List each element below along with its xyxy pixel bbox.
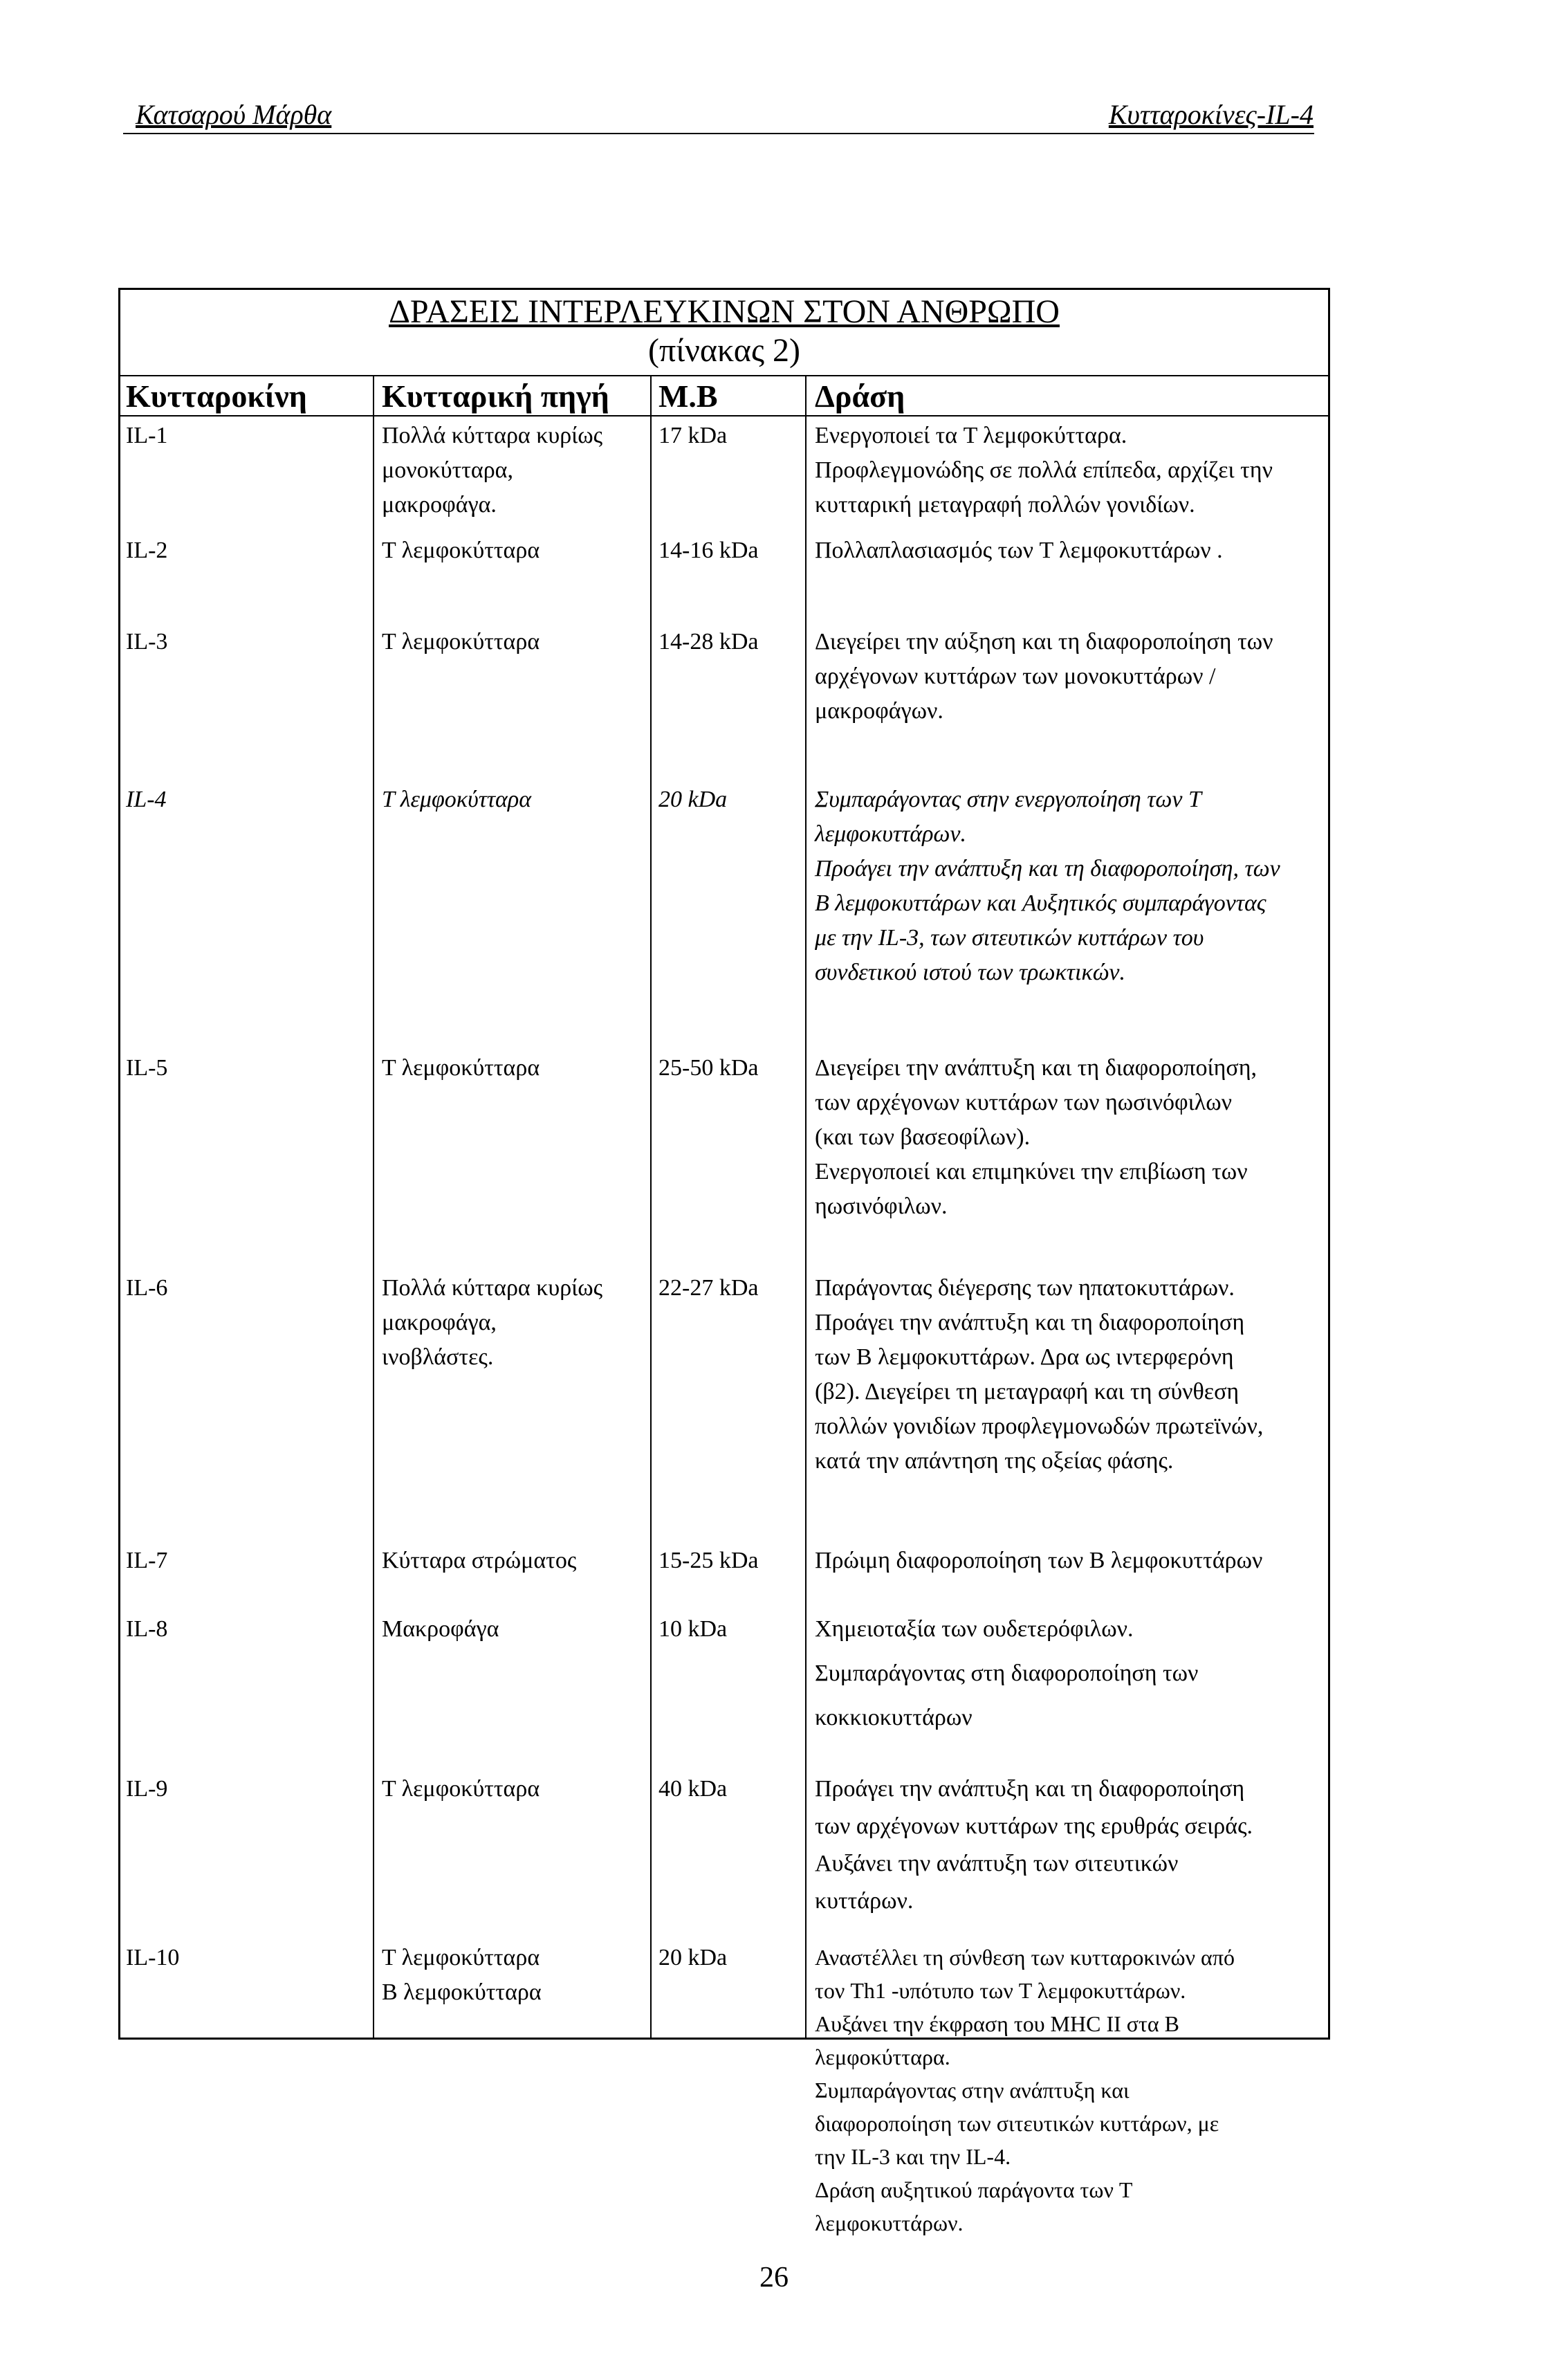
col-header-source: Κυτταρική πηγή [382, 378, 609, 414]
table-title-main: ΔΡΑΣΕΙΣ ΙΝΤΕΡΛΕΥΚΙΝΩΝ ΣΤΟΝ ΑΝΘΡΩΠΟ [389, 293, 1060, 330]
cell-mw: 22-27 kDa [658, 1275, 759, 1301]
header-author: Κατσαρού Μάρθα [136, 99, 332, 130]
header-topic: Κυτταροκίνες-IL-4 [1108, 99, 1314, 130]
cell-action: Πολλαπλασιασμός των T λεμφοκυττάρων . [815, 538, 1223, 563]
cell-source: T λεμφοκύτταρα B λεμφοκύτταρα [382, 1945, 542, 2005]
cell-action: Διεγείρει την ανάπτυξη και τη διαφοροποίηση, των αρχέγονων κυττάρων των ηωσινόφιλων (και των βασεοφίλων). Ενεργοποιεί και επιμηκύνει την επιβίωση των ηωσινόφιλων. [815, 1055, 1257, 1219]
cell-mw: 25-50 kDa [658, 1055, 759, 1081]
cell-source: Μακροφάγα [382, 1616, 499, 1642]
table-title-sub: (πίνακας 2) [648, 332, 800, 369]
cell-action: Χημειοταξία των ουδετερόφιλων. Συμπαράγοντας στη διαφοροποίηση των κοκκιοκυττάρων [815, 1616, 1199, 1730]
cell-cytokine: IL-7 [126, 1548, 168, 1573]
cell-mw: 20 kDa [658, 787, 728, 812]
cell-source: T λεμφοκύτταρα [382, 1055, 540, 1081]
cell-action: Διεγείρει την αύξηση και τη διαφοροποίηση των αρχέγονων κυττάρων των μονοκυττάρων / μακροφάγων. [815, 629, 1273, 724]
col-header-action: Δράση [815, 378, 905, 414]
cell-action: Αναστέλλει τη σύνθεση των κυτταροκινών από τον Th1 -υπότυπο των T λεμφοκυττάρων. Αυξάνει την έκφραση του MHC II στα B λεμφοκύτταρα. Συμπαράγοντας στην ανάπτυξη και διαφοροποίηση των σιτευτικών κυττάρων, με την IL-3 και την IL-4. Δράση αυξητικού παράγοντα των T λεμφοκυττάρων. [815, 1945, 1235, 2235]
cell-action: Πρώιμη διαφοροποίηση των B λεμφοκυττάρων [815, 1548, 1263, 1573]
header-rule [123, 133, 1314, 134]
cell-source: T λεμφοκύτταρα [382, 787, 532, 812]
cell-cytokine: IL-3 [126, 629, 168, 654]
table-header-row [120, 375, 1328, 416]
cell-source: Πολλά κύτταρα κυρίως μονοκύτταρα, μακροφάγα. [382, 423, 603, 518]
cell-mw: 14-28 kDa [658, 629, 759, 654]
page-number: 26 [759, 2262, 789, 2294]
col-header-mw: M.B [658, 378, 718, 414]
cell-action: Ενεργοποιεί τα T λεμφοκύτταρα. Προφλεγμονώδης σε πολλά επίπεδα, αρχίζει την κυτταρική μεταγραφή πολλών γονιδίων. [815, 423, 1273, 518]
cell-cytokine: IL-9 [126, 1776, 168, 1802]
cell-source: T λεμφοκύτταρα [382, 629, 540, 654]
cell-source: T λεμφοκύτταρα [382, 538, 540, 563]
cell-cytokine: IL-2 [126, 538, 168, 563]
cell-mw: 14-16 kDa [658, 538, 759, 563]
interleukin-table [118, 288, 1330, 2235]
cell-cytokine: IL-1 [126, 423, 168, 448]
cell-action: Παράγοντας διέγερσης των ηπατοκυττάρων. Προάγει την ανάπτυξη και τη διαφοροποίηση των B λεμφοκυττάρων. Δρα ως ιντερφερόνη (β2). Διεγείρει τη μεταγραφή και τη σύνθεση πολλών γονιδίων προφλεγμονωδών πρωτεϊνών, κατά την απάντηση της οξείας φάσης. [815, 1275, 1264, 1474]
cell-cytokine: IL-4 [126, 787, 167, 812]
cell-action: Συμπαράγοντας στην ενεργοποίηση των T λεμφοκυττάρων. Προάγει την ανάπτυξη και τη διαφοροποίηση, των B λεμφοκυττάρων και Αυξητικός συμπαράγοντας με την IL-3, των σιτευτικών κυττάρων του συνδετικού ιστού των τρωκτικών. [815, 787, 1280, 985]
cell-mw: 40 kDa [658, 1776, 728, 1802]
col-header-cytokine: Κυτταροκίνη [126, 378, 307, 414]
cell-cytokine: IL-6 [126, 1275, 168, 1301]
column-divider [805, 375, 807, 2038]
cell-cytokine: IL-8 [126, 1616, 168, 1642]
cell-source: Πολλά κύτταρα κυρίως μακροφάγα, ινοβλάστες. [382, 1275, 603, 1370]
cell-source: T λεμφοκύτταρα [382, 1776, 540, 1802]
column-divider [373, 375, 374, 2038]
cell-source: Κύτταρα στρώματος [382, 1548, 577, 1573]
cell-action: Προάγει την ανάπτυξη και τη διαφοροποίηση των αρχέγονων κυττάρων της ερυθράς σειράς. Αυξάνει την ανάπτυξη των σιτευτικών κυττάρων. [815, 1776, 1253, 1914]
cell-cytokine: IL-5 [126, 1055, 168, 1081]
cell-mw: 10 kDa [658, 1616, 728, 1642]
cell-cytokine: IL-10 [126, 1945, 180, 1970]
cell-mw: 17 kDa [658, 423, 728, 448]
cell-mw: 20 kDa [658, 1945, 728, 1970]
table-title [120, 290, 1328, 378]
cell-mw: 15-25 kDa [658, 1548, 759, 1573]
